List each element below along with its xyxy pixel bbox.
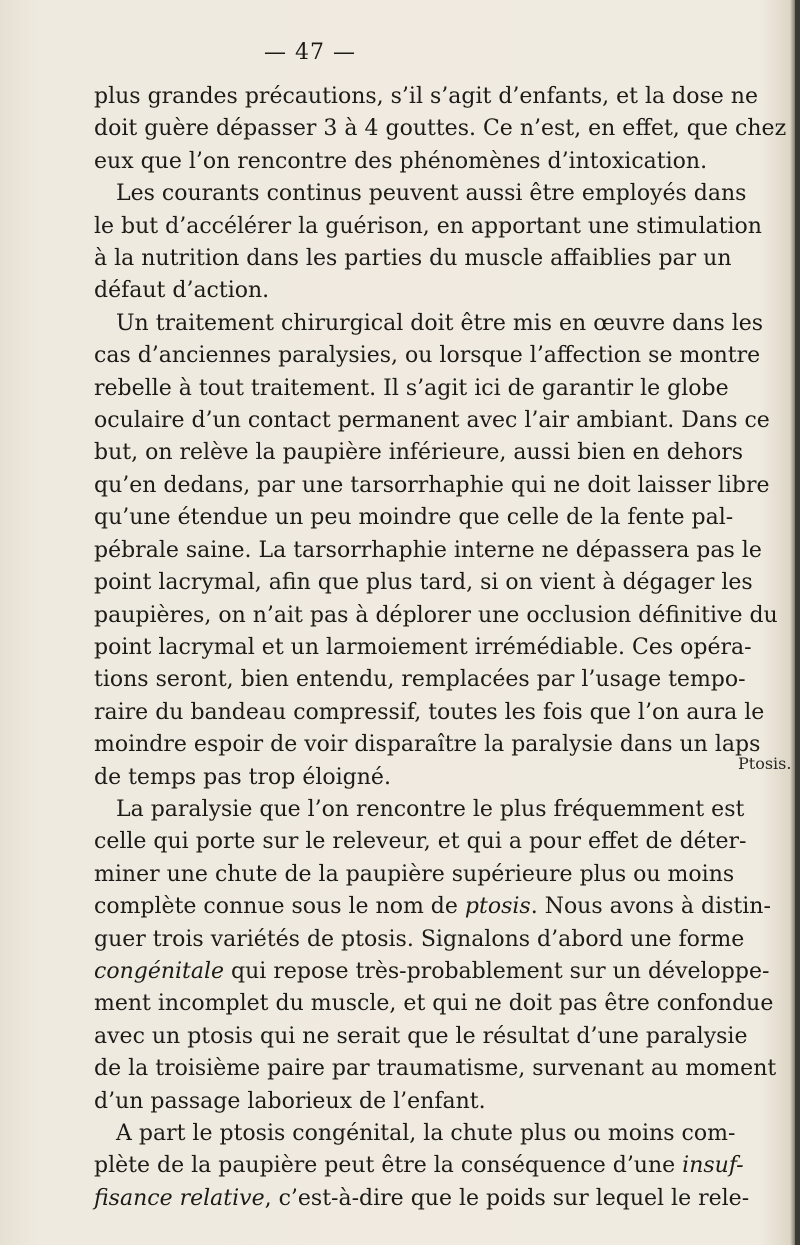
text-line: qu’une étendue un peu moindre que celle de la fente pal- bbox=[94, 505, 734, 531]
text-segment: plète de la paupière peut être la conséquence d’une bbox=[94, 1153, 683, 1179]
page-number: — 47 — bbox=[264, 40, 356, 65]
page-edge bbox=[795, 0, 800, 1245]
text-line: défaut d’action. bbox=[94, 278, 270, 304]
text-line: Un traitement chirurgical doit être mis en œuvre dans les bbox=[116, 310, 764, 336]
text-line: cas d’anciennes paralysies, ou lorsque l’affection se montre bbox=[94, 343, 761, 369]
text-line: raire du bandeau compressif, toutes les fois que l’on aura le bbox=[94, 699, 765, 725]
text-line: de temps pas trop éloigné. bbox=[94, 764, 391, 790]
paragraph-5 bbox=[94, 1118, 750, 1215]
text-line: à la nutrition dans les parties du muscle affaiblies par un bbox=[94, 246, 732, 272]
text-line: but, on relève la paupière inférieure, aussi bien en dehors bbox=[94, 440, 744, 466]
text-line: tions seront, bien entendu, remplacées par l’usage tempo- bbox=[94, 667, 746, 693]
text-line: le but d’accélérer la guérison, en apportant une stimulation bbox=[94, 213, 762, 239]
italic-term-fisance: fisance relative bbox=[94, 1185, 265, 1211]
text-line: de la troisième paire par traumatisme, survenant au moment bbox=[94, 1056, 777, 1082]
paragraph-1 bbox=[94, 81, 787, 178]
body-text bbox=[94, 81, 787, 1215]
text-line: eux que l’on rencontre des phénomènes d’intoxication. bbox=[94, 148, 708, 174]
text-line: celle qui porte sur le releveur, et qui a pour effet de déter- bbox=[94, 829, 747, 855]
text-line: Les courants continus peuvent aussi être employés dans bbox=[116, 181, 747, 207]
text-line: pébrale saine. La tarsorrhaphie interne ne dépassera pas le bbox=[94, 537, 762, 563]
text-segment: , c’est-à-dire que le poids sur lequel le rele- bbox=[264, 1185, 750, 1211]
text-line-fisance bbox=[94, 1183, 750, 1215]
text-segment: . Nous avons à distin- bbox=[530, 894, 771, 920]
text-line: La paralysie que l’on rencontre le plus fréquemment est bbox=[116, 796, 745, 822]
text-line: moindre espoir de voir disparaître la paralysie dans un laps bbox=[94, 732, 761, 758]
text-line: qu’en dedans, par une tarsorrhaphie qui ne doit laisser libre bbox=[94, 472, 770, 498]
text-line: ment incomplet du muscle, et qui ne doit pas être confondue bbox=[94, 991, 774, 1017]
text-line: d’un passage laborieux de l’enfant. bbox=[94, 1088, 486, 1114]
text-line: point lacrymal et un larmoiement irrémédiable. Ces opéra- bbox=[94, 634, 752, 660]
text-line: rebelle à tout traitement. Il s’agit ici de garantir le globe bbox=[94, 375, 729, 401]
text-line-congenitale bbox=[94, 956, 770, 988]
paragraph-2 bbox=[94, 178, 762, 308]
text-line: doit guère dépasser 3 à 4 gouttes. Ce n’est, en effet, que chez bbox=[94, 116, 787, 142]
text-line: paupières, on n’ait pas à déplorer une occlusion définitive du bbox=[94, 602, 778, 628]
text-line: A part le ptosis congénital, la chute plus ou moins com- bbox=[116, 1121, 736, 1146]
text-line-ptosis bbox=[94, 891, 771, 923]
text-line: point lacrymal, afin que plus tard, si on vient à dégager les bbox=[94, 570, 753, 596]
italic-term-ptosis: ptosis bbox=[464, 894, 531, 920]
text-line: miner une chute de la paupière supérieure plus ou moins bbox=[94, 861, 735, 887]
italic-term-congenitale: congénitale bbox=[94, 958, 225, 984]
paragraph-4 bbox=[94, 794, 777, 1118]
italic-term-insuf: insuf- bbox=[682, 1153, 744, 1179]
text-line: plus grandes précautions, s’il s’agit d’enfants, et la dose ne bbox=[94, 84, 758, 109]
text-segment: qui repose très-probablement sur un développe- bbox=[224, 958, 770, 984]
text-line: guer trois variétés de ptosis. Signalons d’abord une forme bbox=[94, 926, 745, 952]
margin-note-ptosis: Ptosis. bbox=[738, 754, 792, 773]
text-line: avec un ptosis qui ne serait que le résultat d’une paralysie bbox=[94, 1023, 748, 1049]
text-line: oculaire d’un contact permanent avec l’air ambiant. Dans ce bbox=[94, 408, 770, 434]
text-line-insuf bbox=[94, 1150, 744, 1182]
text-segment: complète connue sous le nom de bbox=[94, 894, 465, 920]
